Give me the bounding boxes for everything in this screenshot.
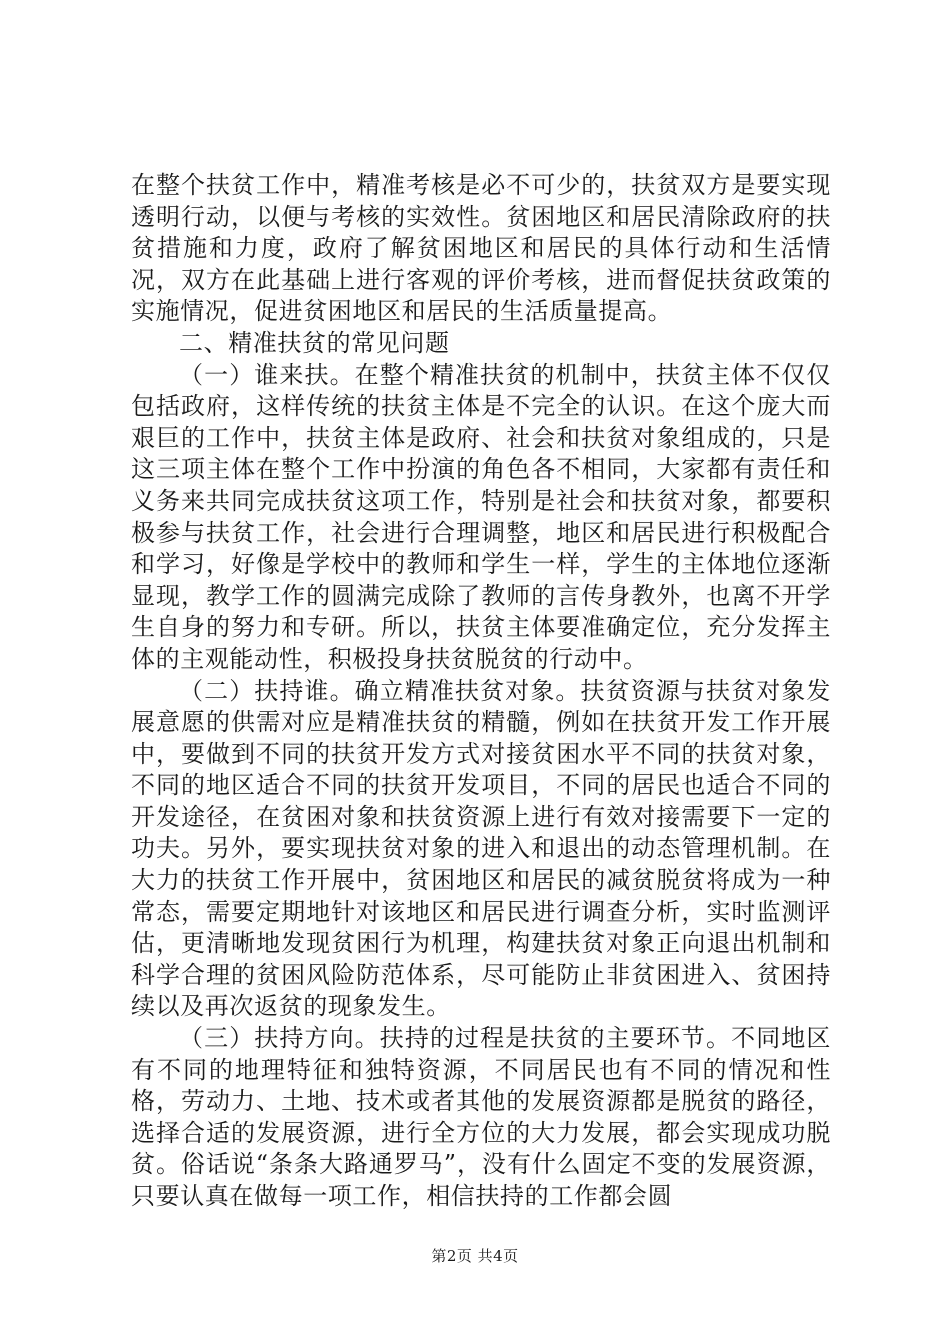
section-heading: 二、精准扶贫的常见问题 bbox=[179, 328, 450, 357]
page-number-footer: 第2页 共4页 bbox=[431, 1247, 519, 1265]
paragraph-who-helps: （一）谁来扶。在整个精准扶贫的机制中，扶贫主体不仅仅包括政府，这样传统的扶贫主体是不完全的认识。在这个庞大而艰巨的工作中，扶贫主体是政府、社会和扶贫对象组成的，只是这三项主体在整个工作中扮演的角色各不相同，大家都有责任和义务来共同完成扶贫这项工作，特别是社会和扶贫对象，都要积极参与扶贫工作，社会进行合理调整，地区和居民进行积极配合和学习，好像是学校中的教师和学生一样，学生的主体地位逐渐显现，教学工作的圆满完成除了教师的言传身教外，也离不开学生自身的努力和专研。所以，扶贫主体要准确定位，充分发挥主体的主观能动性，积极投身扶贫脱贫的行动中。 bbox=[131, 360, 831, 673]
paragraph-support-direction: （三）扶持方向。扶持的过程是扶贫的主要环节。不同地区有不同的地理特征和独特资源，不同居民也有不同的情况和性格，劳动力、土地、技术或者其他的发展资源都是脱贫的路径，选择合适的发展资源，进行全方位的大力发展，都会实现成功脱贫。俗话说“条条大路通罗马”，没有什么固定不变的发展资源，只要认真在做每一项工作，相信扶持的工作都会圆 bbox=[131, 1024, 831, 1210]
document-body bbox=[131, 170, 831, 1213]
paragraph-intro: 在整个扶贫工作中，精准考核是必不可少的，扶贫双方是要实现透明行动，以便与考核的实效性。贫困地区和居民清除政府的扶贫措施和力度，政府了解贫困地区和居民的具体行动和生活情况，双方在此基础上进行客观的评价考核，进而督促扶贫政策的实施情况，促进贫困地区和居民的生活质量提高。 bbox=[131, 171, 831, 326]
paragraph-who-supported: （二）扶持谁。确立精准扶贫对象。扶贫资源与扶贫对象发展意愿的供需对应是精准扶贫的精髓，例如在扶贫开发工作开展中，要做到不同的扶贫开发方式对接贫困水平不同的扶贫对象，不同的地区适合不同的扶贫开发项目，不同的居民也适合不同的开发途径，在贫困对象和扶贫资源上进行有效对接需要下一定的功夫。另外，要实现扶贫对象的进入和退出的动态管理机制。在大力的扶贫工作开展中，贫困地区和居民的减贫脱贫将成为一种常态，需要定期地针对该地区和居民进行调查分析，实时监测评估，更清晰地发现贫困行为机理，构建扶贫对象正向退出机制和科学合理的贫困风险防范体系，尽可能防止非贫困进入、贫困持续以及再次返贫的现象发生。 bbox=[131, 676, 831, 1021]
